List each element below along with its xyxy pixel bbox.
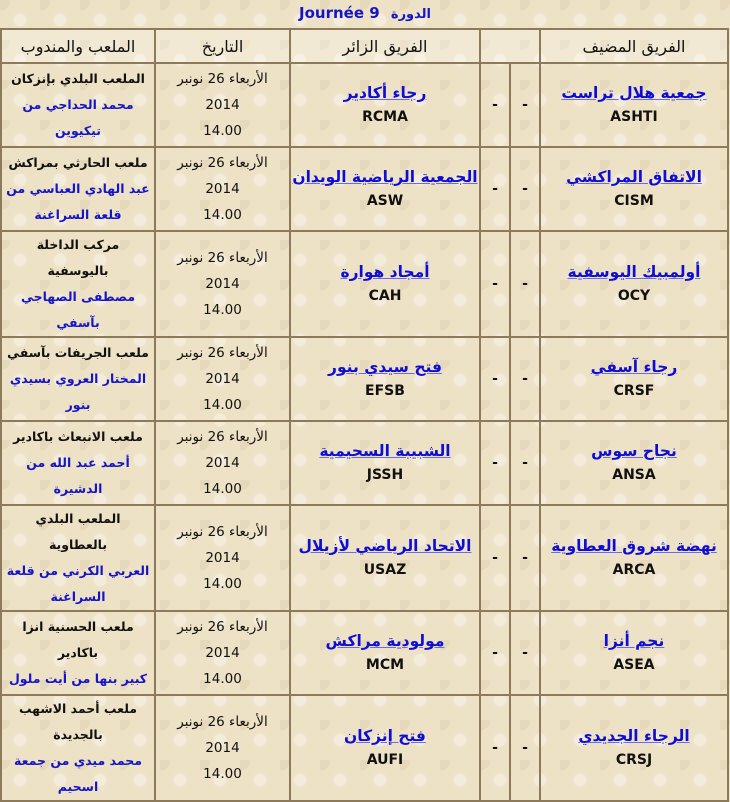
away-team-code: ASW	[366, 193, 404, 209]
match-year: 2014	[205, 455, 240, 471]
venue-cell	[1, 337, 155, 421]
away-score: -	[480, 63, 510, 147]
match-year: 2014	[205, 740, 240, 756]
header-row	[1, 29, 728, 63]
home-team-link[interactable]: الرجاء الجديدي	[578, 727, 690, 745]
match-day: الأربعاء 26 نونبر	[177, 345, 268, 361]
referee-name[interactable]: المختار العروي بسيدي بنور	[9, 371, 147, 412]
home-team-cell	[540, 421, 728, 505]
home-team-code: CISM	[614, 193, 654, 209]
referee-name[interactable]: أحمد عبد الله من الدشيرة	[26, 455, 130, 496]
match-date-cell	[155, 337, 290, 421]
table-row	[1, 231, 728, 337]
home-score: -	[510, 147, 540, 231]
home-team-cell	[540, 611, 728, 695]
away-team-cell	[290, 421, 480, 505]
away-team-code: CAH	[368, 288, 402, 304]
venue-cell	[1, 505, 155, 611]
away-team-link[interactable]: الشبيبة السحيمية	[319, 442, 451, 460]
referee-name[interactable]: محمد الحداجي من تيكيوين	[22, 97, 134, 138]
home-team-code: ASEA	[613, 657, 655, 673]
home-team-code: CRSJ	[615, 752, 653, 768]
table-row	[1, 505, 728, 611]
home-team-code: OCY	[617, 288, 651, 304]
stadium-name: ملعب الحارثي بمراكش	[8, 155, 148, 170]
home-score: -	[510, 695, 540, 801]
match-time: 14.00	[203, 671, 242, 687]
referee-name[interactable]: عبد الهادي العباسي من قلعة السراغنة	[6, 181, 150, 222]
match-date-cell	[155, 231, 290, 337]
home-team-cell	[540, 505, 728, 611]
match-day: الأربعاء 26 نونبر	[177, 250, 268, 266]
away-team-code: RCMA	[362, 109, 408, 125]
home-team-link[interactable]: جمعية هلال تراست	[561, 84, 707, 102]
match-day: الأربعاء 26 نونبر	[177, 429, 268, 445]
home-team-link[interactable]: نجم أنزا	[603, 632, 665, 650]
away-team-cell	[290, 337, 480, 421]
referee-name[interactable]: كبير بنها من أيت ملول	[8, 671, 148, 686]
away-score: -	[480, 505, 510, 611]
away-team-link[interactable]: الجمعية الرياضية الويدان	[292, 168, 478, 186]
match-time: 14.00	[203, 766, 242, 782]
referee-name[interactable]: العربي الكرني من قلعة السراغنة	[6, 563, 150, 604]
header-score	[480, 29, 540, 63]
home-team-link[interactable]: نجاح سوس	[591, 442, 677, 460]
away-team-cell	[290, 63, 480, 147]
home-team-cell	[540, 231, 728, 337]
away-team-code: MCM	[365, 657, 405, 673]
away-team-code: AUFI	[366, 752, 404, 768]
venue-cell	[1, 421, 155, 505]
home-team-code: ASHTI	[610, 109, 658, 125]
home-team-link[interactable]: رجاء آسفي	[590, 358, 678, 376]
away-score: -	[480, 337, 510, 421]
away-team-code: EFSB	[365, 383, 405, 399]
title-ar: الدورة	[390, 7, 431, 22]
table-row	[1, 421, 728, 505]
away-team-cell	[290, 147, 480, 231]
away-team-link[interactable]: رجاء أكادير	[343, 84, 427, 102]
home-team-cell	[540, 337, 728, 421]
stadium-name: مركب الداخلة باليوسفية	[36, 237, 120, 278]
match-day: الأربعاء 26 نونبر	[177, 619, 268, 635]
stadium-name: الملعب البلدي بإنزكان	[11, 71, 145, 86]
home-team-link[interactable]: نهضة شروق العطاوية	[551, 537, 717, 555]
venue-cell	[1, 611, 155, 695]
match-year: 2014	[205, 645, 240, 661]
header-venue: الملعب والمندوب	[1, 29, 155, 63]
away-team-link[interactable]: فتح سيدي بنور	[328, 358, 442, 376]
title-fr: Journée 9	[299, 4, 380, 22]
table-row	[1, 63, 728, 147]
match-date-cell	[155, 63, 290, 147]
stadium-name: ملعب الجريفات بآسفي	[7, 345, 149, 360]
away-team-cell	[290, 231, 480, 337]
match-day: الأربعاء 26 نونبر	[177, 714, 268, 730]
venue-cell	[1, 63, 155, 147]
match-day: الأربعاء 26 نونبر	[177, 71, 268, 87]
match-day: الأربعاء 26 نونبر	[177, 524, 268, 540]
fixtures-body	[1, 63, 728, 801]
match-date-cell	[155, 421, 290, 505]
match-time: 14.00	[203, 481, 242, 497]
home-team-cell	[540, 147, 728, 231]
venue-cell	[1, 147, 155, 231]
referee-name[interactable]: مصطفى الصهاجي بآسفي	[20, 289, 136, 330]
match-time: 14.00	[203, 576, 242, 592]
home-score: -	[510, 421, 540, 505]
header-away-team: الفريق الزائر	[290, 29, 480, 63]
stadium-name: الملعب البلدي بالعطاوية	[35, 511, 121, 552]
stadium-name: ملعب أحمد الاشهب بالجديدة	[18, 701, 138, 742]
table-row	[1, 695, 728, 801]
away-team-code: USAZ	[363, 562, 407, 578]
match-year: 2014	[205, 276, 240, 292]
away-team-code: JSSH	[366, 467, 404, 483]
match-date-cell	[155, 505, 290, 611]
home-team-link[interactable]: أولمبيك اليوسفية	[567, 263, 701, 281]
away-team-link[interactable]: الاتحاد الرياضي لأزيلال	[298, 537, 472, 555]
header-date: التاريخ	[155, 29, 290, 63]
table-row	[1, 611, 728, 695]
referee-name[interactable]: محمد ميدي من جمعة اسحيم	[14, 753, 142, 794]
home-score: -	[510, 611, 540, 695]
away-score: -	[480, 421, 510, 505]
away-team-link[interactable]: فتح إنزكان	[344, 727, 426, 745]
table-row	[1, 147, 728, 231]
away-team-link[interactable]: مولودية مراكش	[325, 632, 445, 650]
home-score: -	[510, 337, 540, 421]
home-score: -	[510, 231, 540, 337]
stadium-name: ملعب الانبعاث باكادير	[13, 429, 143, 444]
table-row	[1, 337, 728, 421]
match-year: 2014	[205, 181, 240, 197]
match-day: الأربعاء 26 نونبر	[177, 155, 268, 171]
away-score: -	[480, 147, 510, 231]
stadium-name: ملعب الحسنية انزا باكادير	[22, 619, 134, 660]
fixtures-table	[0, 28, 729, 802]
match-date-cell	[155, 147, 290, 231]
match-time: 14.00	[203, 302, 242, 318]
away-score: -	[480, 695, 510, 801]
match-date-cell	[155, 611, 290, 695]
away-score: -	[480, 611, 510, 695]
match-time: 14.00	[203, 123, 242, 139]
home-team-cell	[540, 695, 728, 801]
venue-cell	[1, 695, 155, 801]
home-score: -	[510, 63, 540, 147]
match-year: 2014	[205, 97, 240, 113]
home-team-code: CRSF	[613, 383, 655, 399]
home-score: -	[510, 505, 540, 611]
away-team-cell	[290, 695, 480, 801]
match-year: 2014	[205, 550, 240, 566]
home-team-cell	[540, 63, 728, 147]
venue-cell	[1, 231, 155, 337]
home-team-code: ANSA	[612, 467, 656, 483]
away-score: -	[480, 231, 510, 337]
match-time: 14.00	[203, 207, 242, 223]
header-home-team: الفريق المضيف	[540, 29, 728, 63]
away-team-cell	[290, 611, 480, 695]
match-time: 14.00	[203, 397, 242, 413]
home-team-code: ARCA	[612, 562, 656, 578]
match-date-cell	[155, 695, 290, 801]
home-team-link[interactable]: الاتفاق المراكشي	[566, 168, 702, 186]
away-team-link[interactable]: أمجاد هوارة	[340, 263, 430, 281]
page-title	[0, 0, 730, 30]
match-year: 2014	[205, 371, 240, 387]
away-team-cell	[290, 505, 480, 611]
